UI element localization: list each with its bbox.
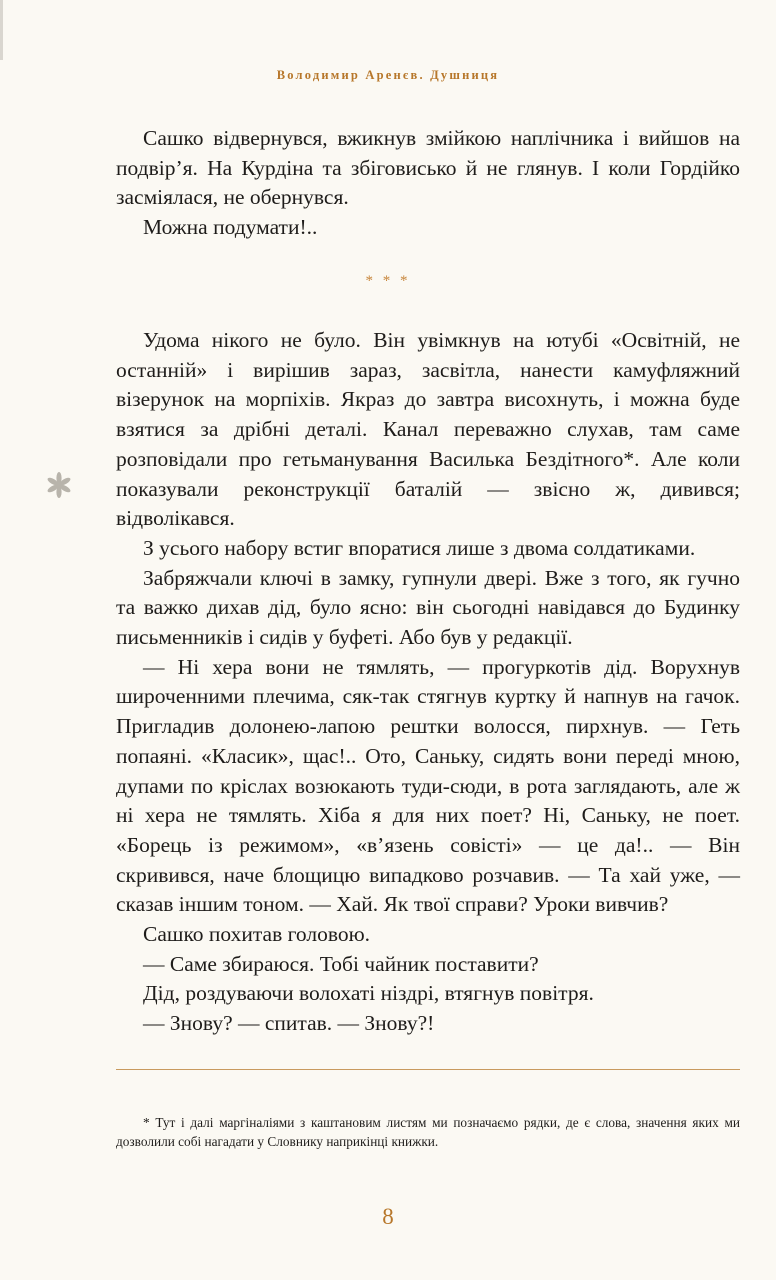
- text-section-2: [116, 326, 740, 1039]
- footnote: [116, 1113, 740, 1151]
- text-section-1: [116, 124, 740, 243]
- chestnut-leaf-icon: [46, 472, 72, 498]
- paragraph: Удома нікого не було. Він увімкнув на ютубі «Освітній, не останній» і вирішив зараз, засвітла, нанести камуфляжний візерунок на морпіхів. Якраз до завтра висохнуть, і можна буде взятися за дрібні деталі. Канал переважно слухав, там саме розповідали про гетьманування Василька Бездітного*. Але коли показували реконструкції баталій — звісно ж, дивився; відволікався.: [116, 328, 740, 531]
- footnote-text: * Тут і далі маргіналіями з каштановим листям ми позначаємо рядки, де є слова, значення яких ми дозволили собі нагадати у Словнику наприкінці книжки.: [116, 1115, 740, 1149]
- paragraph: Сашко відвернувся, вжикнув змійкою наплічника і вийшов на подвір’я. На Курдіна та збіговисько й не глянув. І коли Гордійко засміялася, не обернувся.: [116, 126, 740, 210]
- paragraph: Забряжчали ключі в замку, гупнули двері. Вже з того, як гучно та важко дихав дід, було ясно: він сьогодні навідався до Будинку письменників і сидів у буфеті. Або був у редакції.: [116, 565, 740, 650]
- page-number: 8: [382, 1204, 394, 1229]
- paragraph: Сашко похитав головою.: [143, 922, 371, 947]
- running-header: Володимир Аренєв. Душниця: [276, 68, 500, 82]
- paragraph: З усього набору встиг впоратися лише з двома солдатиками.: [143, 535, 696, 560]
- paragraph: Дід, роздуваючи волохаті ніздрі, втягнув повітря.: [143, 981, 594, 1006]
- page-edge: [0, 0, 3, 60]
- paragraph: Можна подумати!..: [143, 215, 318, 240]
- section-separator: * * *: [365, 273, 411, 289]
- paragraph: — Знову? — спитав. — Знову?!: [143, 1011, 435, 1036]
- paragraph: — Саме збираюся. Тобі чайник поставити?: [143, 951, 539, 976]
- footnote-divider: [116, 1069, 740, 1070]
- paragraph: — Ні хера вони не тямлять, — прогуркотів дід. Ворухнув широченними плечима, сяк-так стягнув куртку й напнув на гачок. Пригладив долонею-лапою рештки волосся, пирхнув. — Геть попаяні. «Класик», щас!.. Ото, Саньку, сидять вони переді мною, дупами по кріслах возюкають туди-сюди, в рота заглядають, але ж ні хера не тямлять. Хіба я для них поет? Ні, Саньку, не поет. «Борець із режимом», «в’язень совісті» — це да!.. — Він скривився, наче блощицю випадково розчавив. — Та хай уже, — сказав іншим тоном. — Хай. Як твої справи? Уроки вивчив?: [116, 654, 740, 917]
